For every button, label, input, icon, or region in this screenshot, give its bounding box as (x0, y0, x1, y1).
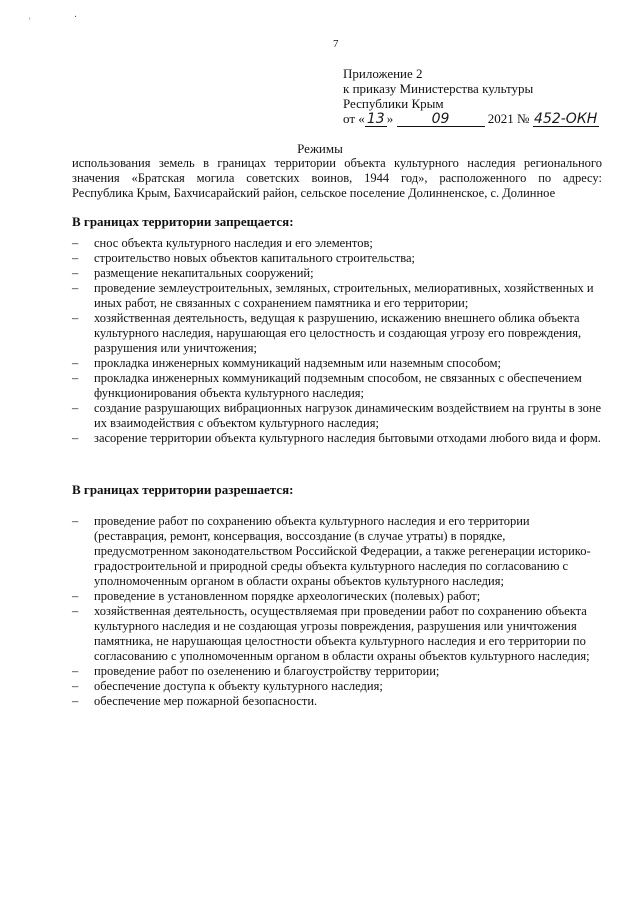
list-item-text: хозяйственная деятельность, осуществляемая при проведении работ по сохранению объекта культурного наследия и не создающая угрозы повреждения, разрушения или уничтожения памятника, не нарушающая целостности объекта культурного наследия и его территории по согласованию с уполномоченным органом в области охраны объектов культурного наследия; (94, 604, 590, 663)
page-number: 7 (333, 38, 339, 50)
dash-marker: – (72, 266, 79, 280)
list-item-text: хозяйственная деятельность, ведущая к разрушению, искажению внешнего облика объекта культурного наследия, нарушающая его целостность и создающая угрозу его повреждения, разрушения или уничтожения; (94, 311, 582, 355)
list-item (72, 311, 602, 356)
list-item (72, 664, 602, 679)
list-item-text: проведение в установленном порядке археологических (полевых) работ; (94, 589, 481, 603)
list-item (72, 679, 602, 694)
document-title: Режимы (297, 141, 343, 156)
list-item-text: снос объекта культурного наследия и его элементов; (94, 236, 373, 250)
list-item (72, 401, 602, 431)
list-item-text: строительство новых объектов капитального строительства; (94, 251, 415, 265)
appendix-line-3: Республики Крым (343, 96, 444, 111)
dash-marker: – (72, 664, 79, 678)
dash-marker: – (72, 236, 79, 250)
dash-marker: – (72, 251, 79, 265)
list-item-text: прокладка инженерных коммуникаций подземным способом, не связанных с обеспечением функционирования объекта культурного наследия; (94, 371, 582, 400)
list-item (72, 431, 602, 446)
list-item-text: проведение работ по озеленению и благоустройству территории; (94, 664, 440, 678)
dash-marker: – (72, 431, 79, 445)
appendix-block (343, 66, 599, 127)
list-item-text: засорение территории объекта культурного наследия бытовыми отходами любого вида и форм. (94, 431, 601, 445)
permitted-heading: В границах территории разрешается: (72, 482, 294, 497)
date-day-handwritten: 13 (365, 113, 387, 127)
list-item-text: проведение землеустроительных, земляных, строительных, мелиоративных, хозяйственных и иных работ, не связанных с сохранением памятника и его территории; (94, 281, 594, 310)
date-year: 2021 № (487, 111, 530, 126)
date-mid: » (386, 111, 394, 126)
dash-marker: – (72, 311, 79, 325)
dash-marker: – (72, 401, 79, 415)
list-item-text: обеспечение доступа к объекту культурного наследия; (94, 679, 383, 693)
list-item (72, 251, 602, 266)
list-item-text: создание разрушающих вибрационных нагрузок динамическим воздействием на грунты в зоне их взаимодействия с объектом культурного наследия; (94, 401, 602, 430)
scan-specks: ˒ · (28, 12, 98, 23)
list-item (72, 356, 602, 371)
list-item-text: проведение работ по сохранению объекта культурного наследия и его территории (реставрация, ремонт, консервация, воссоздание (в случае утраты) в порядке, предусмотренном законодательством Российской Федерации, а также регенерации историко-градостроительной и природной среды объекта культурного наследия по согласованию с уполномоченным органом в области охраны объектов культурного наследия; (94, 514, 591, 588)
intro-line-2: значения «Братская могила советских воинов, 1944 год», расположенного по адресу: (72, 171, 602, 185)
intro-line-1: использования земель в границах территории объекта культурного наследия регионального (72, 156, 602, 170)
dash-marker: – (72, 356, 79, 370)
order-number-handwritten: 452-ОКН (534, 111, 598, 127)
list-item (72, 694, 602, 709)
list-item (72, 266, 602, 281)
intro-paragraph (72, 156, 602, 201)
list-item (72, 371, 602, 401)
list-item (72, 589, 602, 604)
intro-line-3: Республика Крым, Бахчисарайский район, сельское поселение Долинненское, с. Долинное (72, 186, 556, 200)
prohibited-heading: В границах территории запрещается: (72, 214, 294, 229)
list-item (72, 604, 602, 664)
list-item (72, 514, 602, 589)
list-item-text: обеспечение мер пожарной безопасности. (94, 694, 318, 708)
date-month-handwritten: 09 (397, 113, 485, 127)
dash-marker: – (72, 371, 79, 385)
list-item-text: прокладка инженерных коммуникаций надземным или наземным способом; (94, 356, 501, 370)
list-item-text: размещение некапитальных сооружений; (94, 266, 314, 280)
dash-marker: – (72, 281, 79, 295)
prohibited-list (72, 236, 602, 446)
dash-marker: – (72, 514, 79, 528)
appendix-line-2: к приказу Министерства культуры (343, 81, 534, 96)
dash-marker: – (72, 679, 79, 693)
appendix-date-line (343, 111, 599, 127)
dash-marker: – (72, 589, 79, 603)
appendix-line-1: Приложение 2 (343, 66, 423, 81)
list-item (72, 281, 602, 311)
list-item (72, 236, 602, 251)
date-prefix: от « (343, 111, 365, 126)
permitted-list (72, 514, 602, 709)
dash-marker: – (72, 694, 79, 708)
dash-marker: – (72, 604, 79, 618)
